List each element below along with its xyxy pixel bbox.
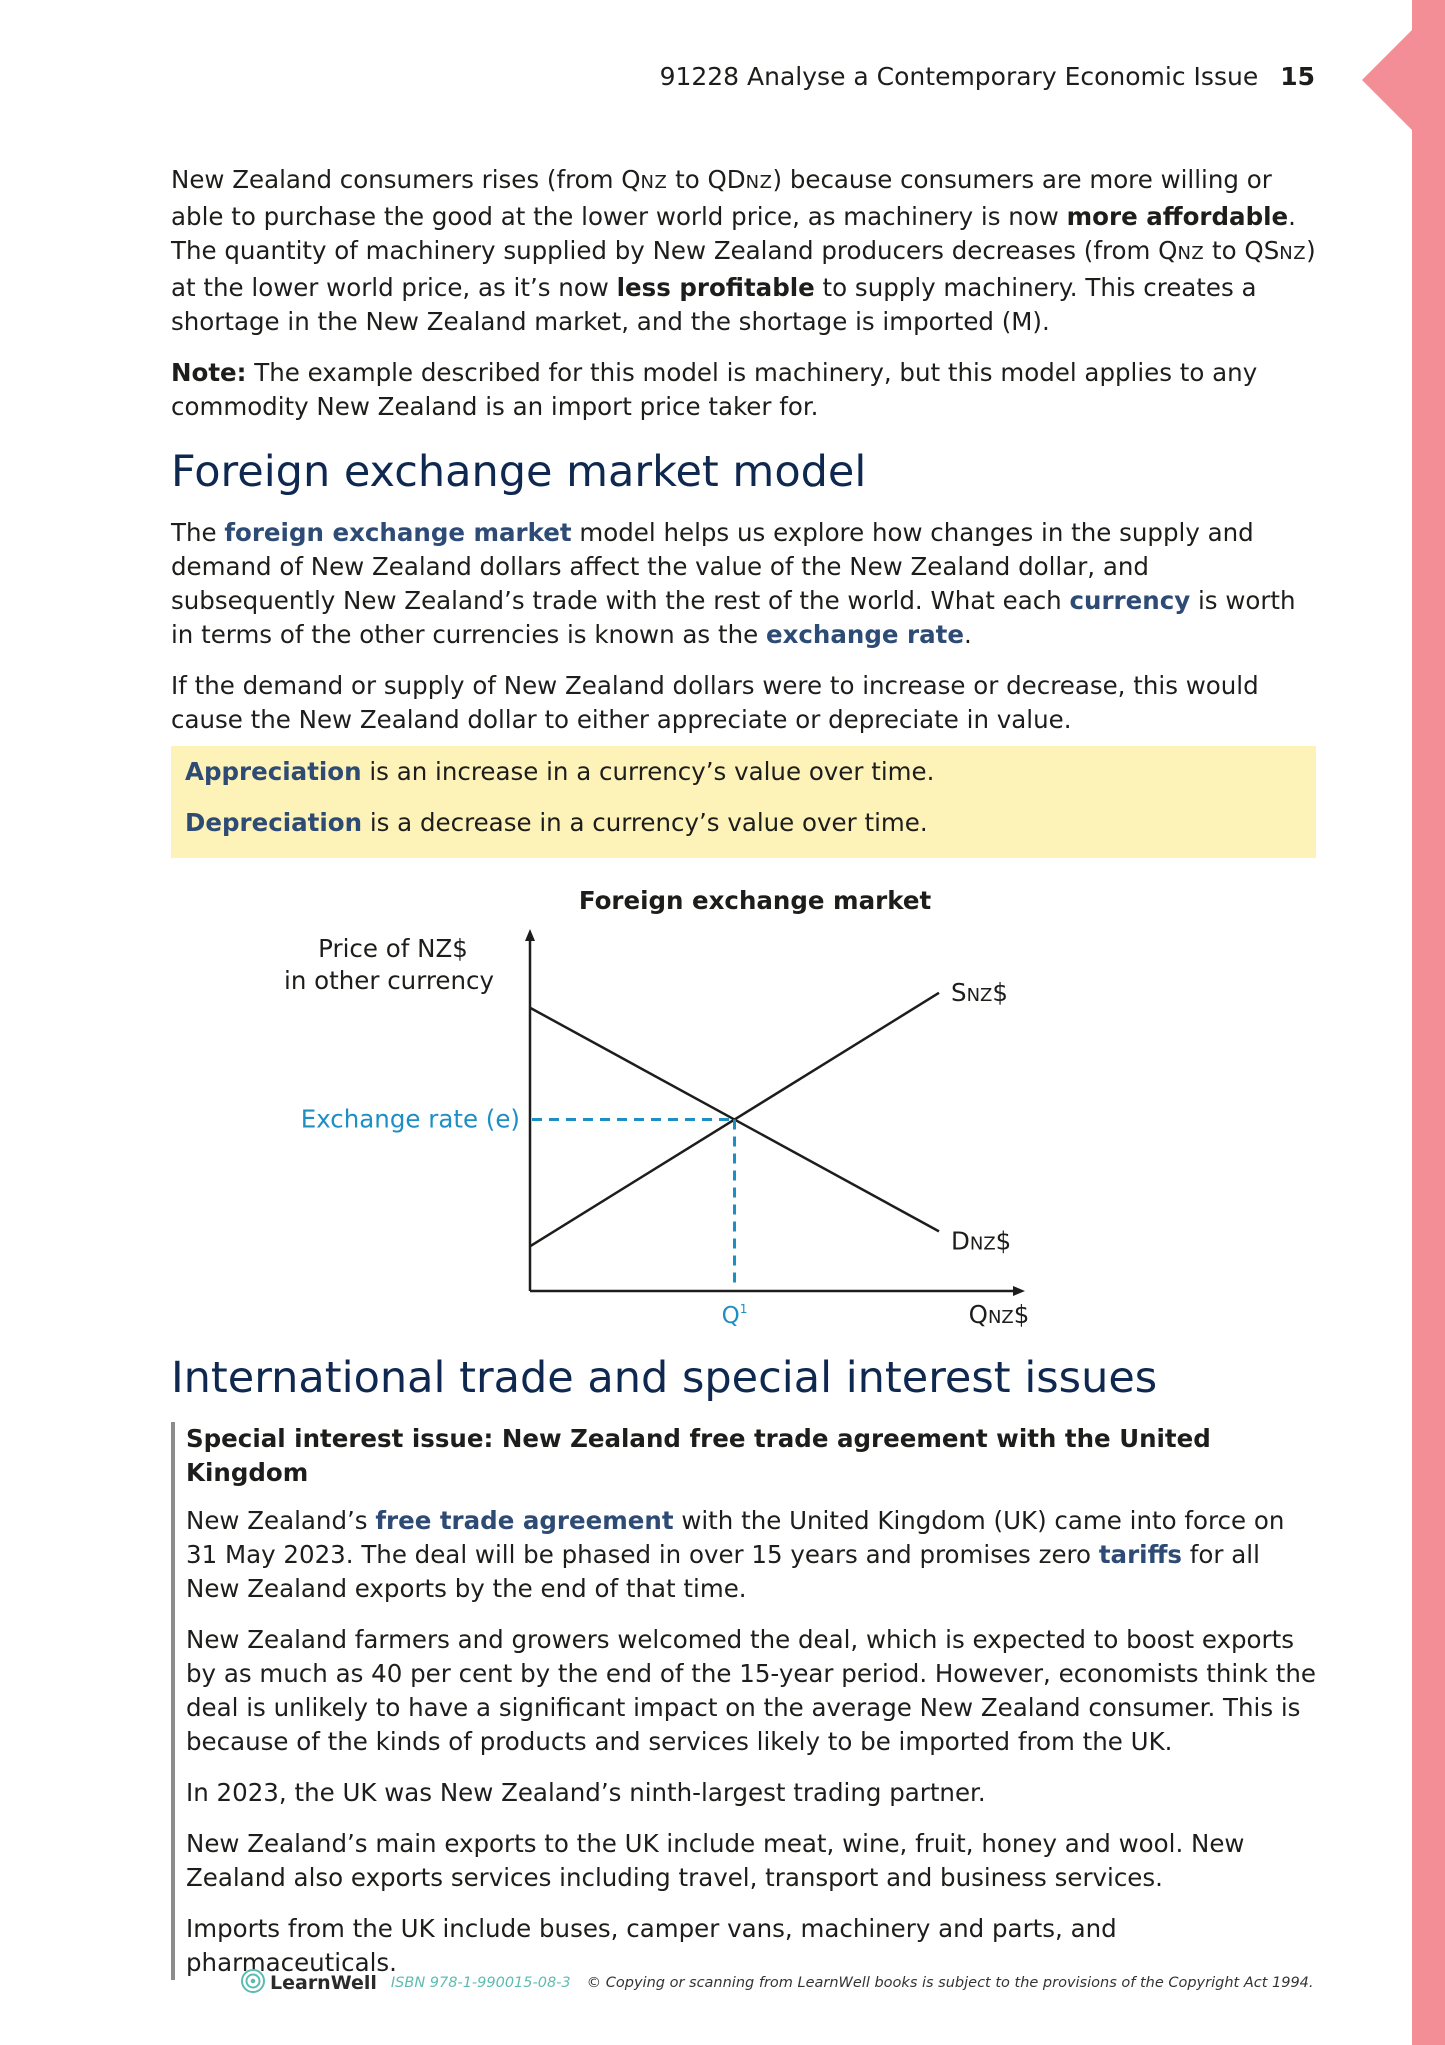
intro-paragraph: New Zealand consumers rises (from QNZ to QDNZ) because consumers are more willing or able to purchase the good at the lower world price, as machinery is now more affordable. The quantity of machinery supplied by New Zealand producers decreases (from QNZ to QSNZ) at the lower world price, as it’s now less profitable to supply machinery. This creates a shortage in the New Zealand market, and the shortage is imported (M).	[171, 165, 1316, 336]
x-axis-label: QNZ$	[968, 1300, 1030, 1329]
footer-isbn: ISBN 978-1-990015-08-3	[390, 1975, 571, 1991]
section-heading-fx: Foreign exchange market model	[171, 447, 867, 497]
demand-curve-label: DNZ$	[951, 1226, 1012, 1256]
trade-paragraph-2: New Zealand farmers and growers welcomed the deal, which is expected to boost exports by as much as 40 per cent by the end of the 15-year period. However, economists think the deal is unlikely to have a significant impact on the average New Zealand consumer. This is because of the kinds of products and services likely to be imported from the UK.	[186, 1625, 1316, 1756]
trade-paragraph-3: In 2023, the UK was New Zealand’s ninth-largest trading partner.	[186, 1778, 986, 1807]
keyword-exchange-rate: exchange rate	[765, 620, 964, 649]
exchange-rate-label: Exchange rate (e)	[300, 1104, 520, 1134]
learnwell-logo-icon	[240, 1968, 266, 1998]
keyword-tariffs: tariffs	[1098, 1540, 1182, 1569]
note-label: Note:	[171, 358, 247, 387]
equilibrium-quantity-label: $Q^1$	[721, 1302, 748, 1329]
definition-box	[171, 746, 1316, 858]
keyword-currency: currency	[1069, 586, 1191, 615]
page-tab-marker	[1362, 30, 1412, 130]
page-footer	[240, 1968, 1314, 1998]
fx-chart-svg	[171, 874, 1316, 1344]
chart-title: Foreign exchange market	[578, 886, 932, 915]
footer-copyright: © Copying or scanning from LearnWell books is subject to the provisions of the Copyright Act 1994.	[586, 1975, 1314, 1991]
keyword-free-trade-agreement: free trade agreement	[375, 1506, 674, 1535]
fx-paragraph-1: The foreign exchange market model helps us explore how changes in the supply and demand of New Zealand dollars affect the value of the New Zealand dollar, and subsequently New Zealand’s trade with the rest of the world. What each currency is worth in terms of the other currencies is known as the exchange rate.	[171, 518, 1296, 649]
special-interest-box	[171, 1422, 1316, 1980]
page-number: 15	[1280, 62, 1315, 91]
page-edge-bar	[1412, 0, 1445, 2045]
trade-paragraph-1: New Zealand’s free trade agreement with the United Kingdom (UK) came into force on 31 May 2023. The deal will be phased in over 15 years and promises zero tariffs for all New Zealand exports by the end of that time.	[186, 1506, 1285, 1603]
note-paragraph: Note: The example described for this model is machinery, but this model applies to any commodity New Zealand is an import price taker for.	[171, 358, 1258, 421]
keyword-foreign-exchange-market: foreign exchange market	[224, 518, 572, 547]
section-heading-trade: International trade and special interest issues	[171, 1353, 1158, 1403]
running-title: 91228 Analyse a Contemporary Economic Issue	[659, 62, 1259, 91]
definition-depreciation: Depreciation is a decrease in a currency’s value over time.	[185, 808, 928, 837]
definition-appreciation: Appreciation is an increase in a currency’s value over time.	[185, 757, 935, 786]
trade-paragraph-5: Imports from the UK include buses, camper vans, machinery and parts, and pharmaceuticals.	[186, 1914, 1117, 1977]
supply-curve-label: SNZ$	[951, 977, 1008, 1007]
fx-paragraph-2: If the demand or supply of New Zealand dollars were to increase or decrease, this would cause the New Zealand dollar to either appreciate or depreciate in value.	[171, 671, 1259, 734]
footer-brand: LearnWell	[270, 1972, 377, 1994]
special-interest-title: Special interest issue: New Zealand free trade agreement with the United Kingdom	[186, 1424, 1211, 1487]
page-content	[171, 163, 1316, 1980]
trade-paragraph-4: New Zealand’s main exports to the UK include meat, wine, fruit, honey and wool. New Zealand also exports services including travel, transport and business services.	[186, 1829, 1245, 1892]
fx-market-chart	[171, 874, 1316, 1344]
running-head	[660, 62, 1315, 91]
y-axis-label-line-2: in other currency	[284, 966, 494, 995]
y-axis-label-line-1: Price of NZ$	[318, 934, 468, 963]
